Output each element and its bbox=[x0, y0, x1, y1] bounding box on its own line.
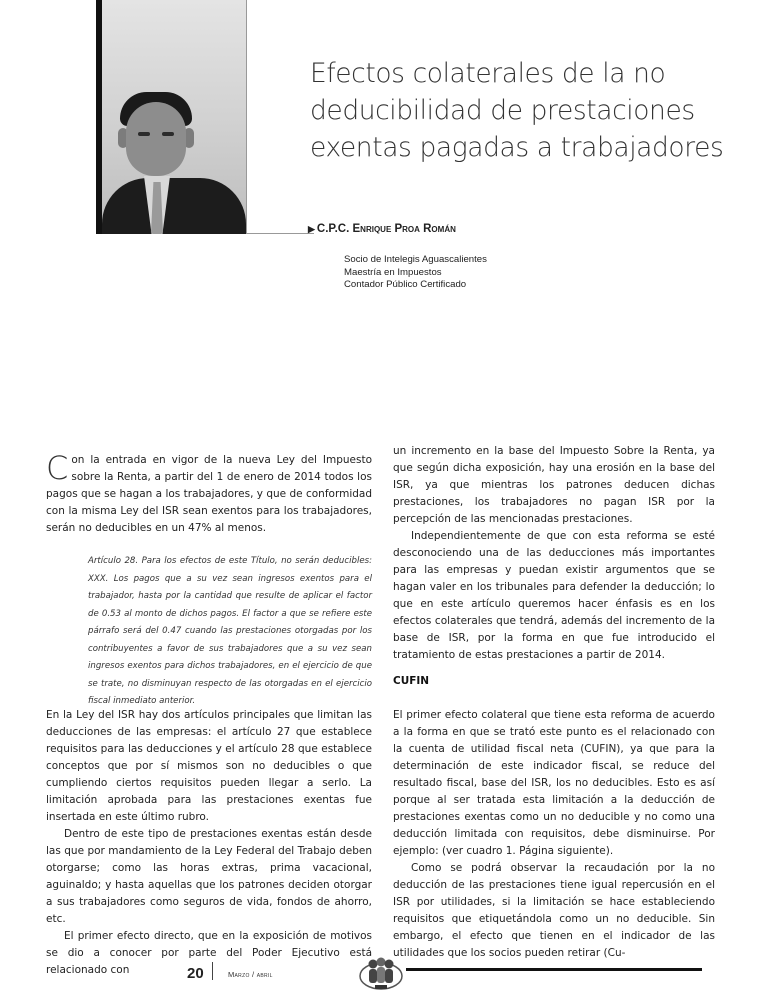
header-vertical-rule bbox=[246, 0, 247, 234]
footer-rule bbox=[406, 968, 702, 971]
title-line: Efectos colaterales de la no bbox=[310, 58, 666, 89]
footer-divider bbox=[212, 962, 213, 980]
title-line: exentas pagadas a trabajadores bbox=[310, 132, 724, 163]
magazine-logo-icon bbox=[356, 954, 406, 994]
title-line: deducibilidad de prestaciones bbox=[310, 95, 695, 126]
header-horizontal-rule bbox=[246, 233, 314, 234]
paragraph: Dentro de este tipo de prestaciones exentas están desde las que por mandamiento de la Ley Federal del Trabajo deben otorgarse; como las horas extras, prima vacacional, aguinaldo; y hasta aquellas que los patrones deciden otorgar a sus trabajadores como seguros de vida, fondos de ahorro, etc. bbox=[46, 828, 372, 925]
intro-paragraph bbox=[46, 449, 372, 537]
paragraph: Independientemente de que con esta reforma se esté desconociendo una de las deducciones más importantes para las empresas y puedan existir argumentos que se hagan valer en los tribunales para defender la deducción; lo que en este artículo queremos hacer énfasis es en los efectos colaterales que tendrá, además del incremento de la base de ISR, por la forma en que fue introducido el tratamiento de estas prestaciones a partir de 2014. bbox=[393, 530, 715, 661]
drop-cap: C bbox=[46, 449, 69, 487]
paragraph: Como se podrá observar la recaudación por la no deducción de las prestaciones tiene igual repercusión en el ISR por utilidades, si la limitación se hace estableciendo requisitos que etiquetándola como un no deducible. Sin embargo, el efecto que tienen en el indicador de las utilidades que los socios pueden retirar (Cu- bbox=[393, 862, 715, 959]
paragraph: En la Ley del ISR hay dos artículos principales que limitan las deducciones de las empresas: el artículo 27 que establece requisitos para las deducciones y el artículo 28 que establece conceptos que por sí mismos son no deducibles o que cumpliendo ciertos requisitos pueden llegar a serlo. La limitación aprobada para las prestaciones exentas fue insertada en este último rubro. bbox=[46, 709, 372, 823]
right-column-body-bottom bbox=[393, 707, 715, 962]
credential-line: Contador Público Certificado bbox=[344, 279, 467, 291]
credential-line: Maestría en Impuestos bbox=[344, 266, 442, 278]
author-credentials bbox=[344, 254, 487, 292]
author-photo bbox=[96, 0, 246, 234]
credential-line: Socio de Intelegis Aguascalientes bbox=[344, 254, 487, 265]
arrow-icon: ▶ bbox=[308, 224, 315, 234]
paragraph: un incremento en la base del Impuesto Sobre la Renta, ya que según dicha exposición, hay una erosión en la base del ISR, ya que mientras los patrones deducen dichas prestaciones, los trabajadores no pagan ISR por la percepción de las mencionadas prestaciones. bbox=[393, 445, 715, 525]
author-byline bbox=[308, 223, 456, 235]
intro-text: on la entrada en vigor de la nueva Ley del Impuesto sobre la Renta, a partir del 1 de enero de 2014 todos los pagos que se hagan a los trabajadores, y que de conformidad con la misma Ley del ISR sean exentos para los trabajadores, serán no deducibles en un 47% al menos. bbox=[46, 454, 372, 534]
right-column-body-top bbox=[393, 443, 715, 664]
paragraph: El primer efecto colateral que tiene esta reforma de acuerdo a la forma en que se trató este punto es el relacionado con la cuenta de utilidad fiscal neta (CUFIN), ya que para la determinación de este indicador fiscal, se reduce del resultado fiscal, base del ISR, los no deducibles. Esto es así porque al ser tratada esta limitación a la deducción de prestaciones exentas como un no deducible y no como una deducción limitada con requisitos, debe disminuirse. Por ejemplo: (ver cuadro 1. Página siguiente). bbox=[393, 709, 715, 857]
law-quote: Artículo 28. Para los efectos de este Título, no serán deducibles: XXX. Los pagos que a su vez sean ingresos exentos para el trabajador, hasta por la cantidad que resulte de aplicar el factor de 0.53 al monto de dichos pagos. El factor a que se refiere este párrafo será del 0.47 cuando las prestaciones otorgadas por los contribuyentes a favor de sus trabajadores que a su vez sean ingresos exentos para dichos trabajadores, en el ejercicio de que se trate, no disminuyan respecto de las otorgadas en el ejercicio fiscal inmediato anterior. bbox=[88, 556, 372, 706]
article-title bbox=[310, 55, 740, 166]
author-name: C.P.C. Enrique Proa Román bbox=[316, 223, 456, 235]
issue-label: Marzo / abril bbox=[228, 970, 273, 979]
page-number: 20 bbox=[187, 965, 204, 982]
left-column-body bbox=[46, 707, 372, 979]
paragraph: El primer efecto directo, que en la exposición de motivos se dio a conocer por parte del Poder Ejecutivo está relacionado con bbox=[46, 930, 372, 976]
section-heading: CUFIN bbox=[393, 675, 430, 687]
